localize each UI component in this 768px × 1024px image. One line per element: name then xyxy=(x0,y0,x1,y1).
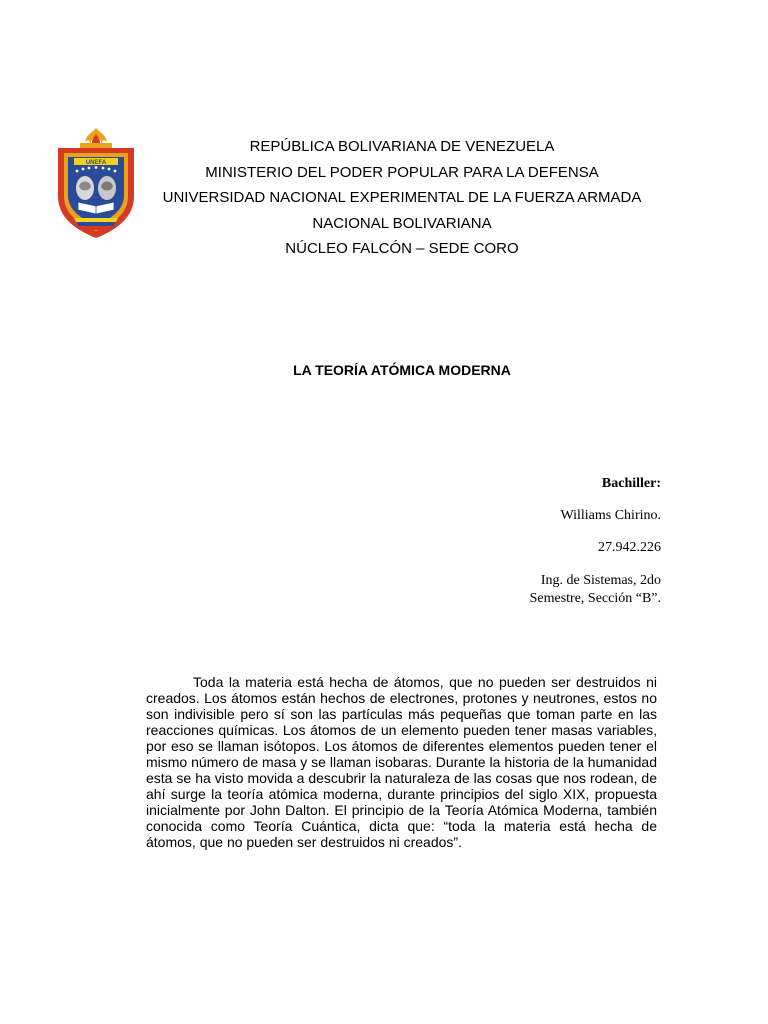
author-label: Bachiller: xyxy=(601,476,661,491)
author-name: Williams Chirino. xyxy=(560,508,661,523)
header-line-nucleus: NÚCLEO FALCÓN – SEDE CORO xyxy=(285,240,519,257)
institution-header xyxy=(140,134,664,262)
header-line-ministry: MINISTERIO DEL PODER POPULAR PARA LA DEFENSA xyxy=(205,163,599,181)
header-line-republic: REPÚBLICA BOLIVARIANA DE VENEZUELA xyxy=(249,138,555,155)
header-line-university: UNIVERSIDAD NACIONAL EXPERIMENTAL DE LA FUERZA ARMADA xyxy=(162,189,642,206)
body-paragraph: Toda la materia está hecha de átomos, que no pueden ser destruidos ni creados. Los átomos están hechos de electrones, protones y neutrones, estos no son indivisible pero sí son las partículas más pequeñas que toman parte en las reacciones químicas. Los átomos de un elemento pueden tener masas variables, por eso se llaman isótopos. Los átomos de diferentes elementos pueden tener el mismo número de masa y se llaman isobaras. Durante la historia de la humanidad esta se ha visto movida a descubrir la naturaleza de las cosas que nos rodean, de ahí surge la teoría atómica moderna, durante principios del siglo XIX, propuesta inicialmente por John Dalton. El principio de la Teoría Atómica Moderna, también conocida como Teoría Cuántica, dicta que: “toda la materia está hecha de átomos, que no pueden ser destruidos ni creados”. xyxy=(146,674,657,850)
header-line-university-cont: NACIONAL BOLIVARIANA xyxy=(312,214,492,232)
author-block xyxy=(530,476,661,608)
unefa-crest-icon xyxy=(52,126,140,244)
author-id: 27.942.226 xyxy=(598,540,661,555)
author-program-line2: Semestre, Sección “B”. xyxy=(529,591,661,606)
author-program-line1: Ing. de Sistemas, 2do xyxy=(540,573,661,588)
crest-text: UNEFA xyxy=(85,160,107,166)
document-title: LA TEORÍA ATÓMICA MODERNA xyxy=(293,362,511,378)
